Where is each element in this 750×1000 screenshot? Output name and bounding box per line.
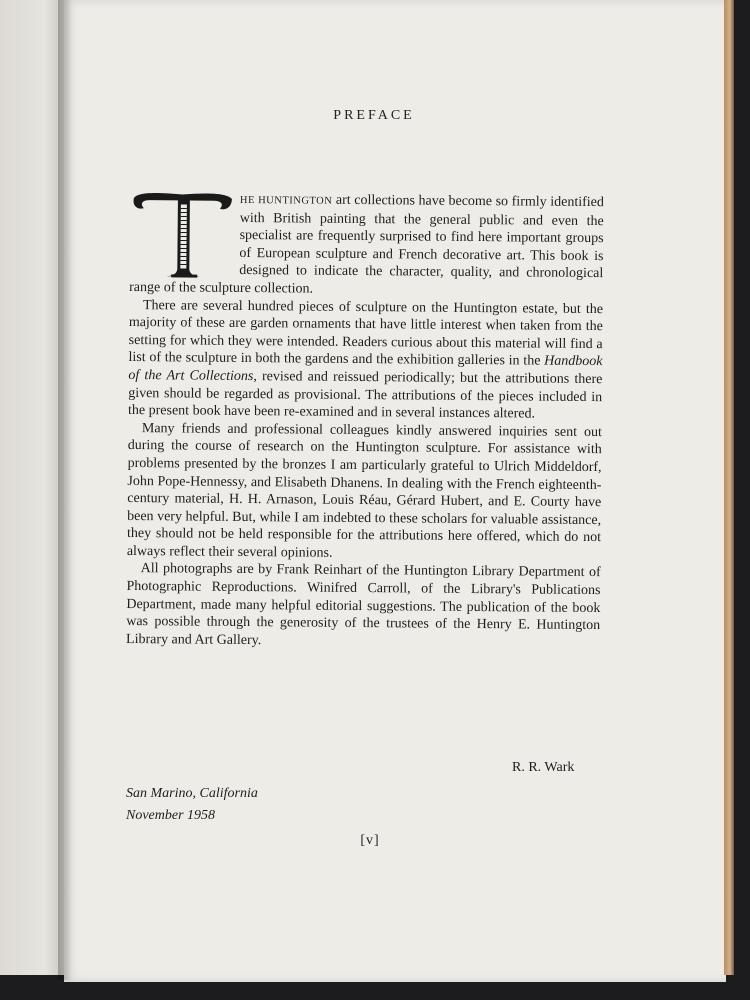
page-edge-stack bbox=[724, 0, 734, 975]
paragraph-2-start: There are several hundred pieces of sculpture on the Huntington estate, but the majority of these are garden ornaments that have little interest when taken from the setting for which they were intended. Readers curious about this material will find a list of the sculpture in both the gardens and the exhibition galleries in the bbox=[128, 297, 604, 369]
paragraph-2-end: revised and reissued periodically; but the attributions there given should be regarded as provisional. The attributions of the pieces included in the present book have been re-examined and in several instances altered. bbox=[128, 369, 603, 422]
dropcap-ornament bbox=[127, 190, 236, 279]
date-line: November 1958 bbox=[126, 808, 216, 823]
preface-body bbox=[126, 190, 604, 653]
paragraph-1-text: art collections have become so firmly identified with British painting that the general public and even the specialist are frequently surprised to find here important groups of European sculpture and French decorative art. This book is designed to indicate the character, quality, and chronological range of the sculpture collection. bbox=[129, 192, 604, 297]
book-gutter bbox=[58, 0, 72, 980]
paragraph-3: Many friends and professional colleagues kindly answered inquiries sent out during the course of research on the Huntington sculpture. For assistance with problems presented by the bronzes I am particularly grateful to Ulrich Middeldorf, John Pope-Hennessy, and Elisabeth Dhanens. In dealing with the French eighteenth-century material, H. H. Arnason, Louis Réau, Gérard Hubert, and E. Courty have been very helpful. But, while I am indebted to these scholars for valuable assistance, they should not be held responsible for the attributions here offered, which do not always reflect their several opinions. bbox=[126, 420, 602, 561]
page-title: PREFACE bbox=[333, 108, 415, 123]
author-signature: R. R. Wark bbox=[512, 760, 575, 775]
opening-smallcaps: HE HUNTINGTON bbox=[239, 194, 333, 207]
place-line: San Marino, California bbox=[126, 786, 258, 801]
facing-page-edge bbox=[0, 0, 64, 975]
paragraph-4: All photographs are by Frank Reinhart of the Huntington Library Department of Photographic Reproductions. Winifred Carroll, of the Library's Publications Department, made many helpful editorial suggestions. The publication of the book was possible through the generosity of the trustees of the Henry E. Huntington Library and Art Gallery. bbox=[126, 561, 601, 649]
handbook-title: Handbook of the Art Collections, bbox=[128, 353, 603, 385]
dropcap-t-icon bbox=[127, 190, 236, 279]
page-number: [v] bbox=[360, 833, 380, 848]
paragraph-2 bbox=[128, 297, 603, 424]
